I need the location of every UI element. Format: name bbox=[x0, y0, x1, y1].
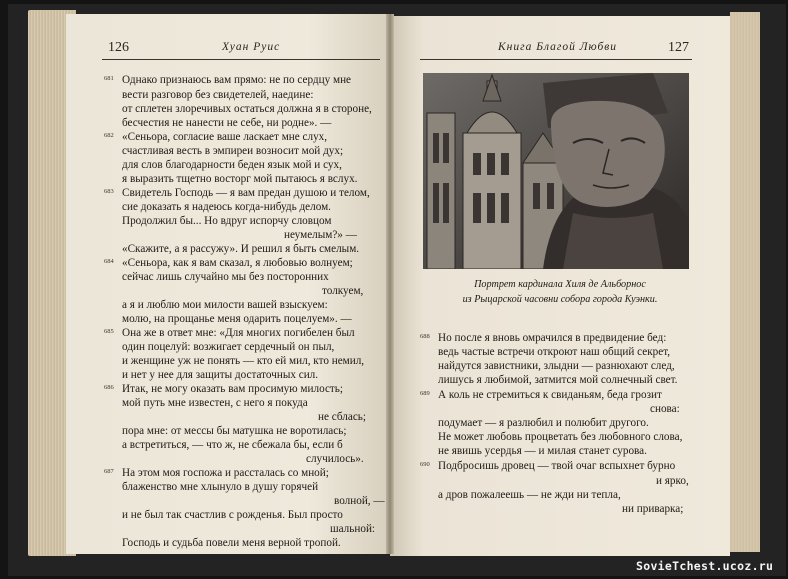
verse-line: подумает — я разлюбил и полюбит другого. bbox=[438, 417, 649, 429]
verse-line: «Сеньора, как я вам сказал, я любовью волнуем; bbox=[122, 257, 353, 269]
verse-line: я выразить тщетно восторг мой пытаюсь я вслух. bbox=[122, 173, 358, 185]
verse-line: не сблась; bbox=[318, 411, 366, 423]
verse-line: сие доказать я надеюсь когда-нибудь делом. bbox=[122, 201, 331, 213]
left-page-number: 126 bbox=[108, 40, 129, 55]
verse-line: счастливая весть в эмпиреи возносит мой дух; bbox=[122, 145, 344, 157]
book-gutter bbox=[386, 14, 394, 554]
right-running-title: Книга Благой Любви bbox=[498, 41, 618, 53]
verse-line: «Сеньора, согласие ваше ласкает мне слух, bbox=[122, 131, 328, 143]
verse-line: а я и люблю мои милости вашей взыскуем: bbox=[122, 299, 328, 311]
verse-line: шальной: bbox=[330, 523, 376, 535]
verse-number: 686 bbox=[104, 384, 114, 391]
verse-line: толкуем, bbox=[322, 285, 364, 297]
verse-line: для слов благодарности беден язык мой и сух, bbox=[122, 159, 342, 171]
verse-line: Подбросишь дровец — твой очаг вспыхнет бурно bbox=[438, 460, 676, 472]
verse-number: 688 bbox=[420, 333, 430, 340]
verse-number: 687 bbox=[104, 468, 114, 475]
verse-line: ведь частые встречи откроют наш общий секрет, bbox=[438, 346, 671, 358]
left-header-rule bbox=[102, 59, 380, 60]
right-header-rule bbox=[420, 59, 692, 60]
verse-line: и нет у нее для защиты достаточных сил. bbox=[122, 369, 319, 381]
verse-number: 683 bbox=[104, 188, 114, 195]
verse-line: а встретиться, — что ж, не сбежала бы, если б bbox=[122, 439, 343, 451]
verse-line: и не был так счастлив с рожденья. Был просто bbox=[122, 509, 343, 521]
left-running-title: Хуан Руис bbox=[222, 41, 281, 53]
verse-line: На этом моя госпожа и рассталась со мной; bbox=[122, 467, 329, 479]
verse-line: Но после я вновь омрачился в предвидение бед: bbox=[438, 332, 667, 344]
verse-line: сейчас лишь случайно мы без посторонних bbox=[122, 271, 329, 283]
verse-line: от сплетен злоречивых остаться должна я в стороне, bbox=[122, 103, 372, 115]
verse-line: Она же в ответ мне: «Для многих погибелен был bbox=[122, 327, 355, 339]
verse-line: а дров пожалеешь — не жди ни тепла, bbox=[438, 489, 621, 501]
verse-number: 682 bbox=[104, 132, 114, 139]
page-edges-right bbox=[730, 12, 760, 552]
verse-line: А коль не стремиться к свиданьям, беда грозит bbox=[438, 389, 662, 401]
verse-line: снова: bbox=[650, 403, 680, 415]
verse-line: неумелым?» — bbox=[284, 229, 357, 241]
verse-line: бесчестия не нанести не себе, ни родне». — bbox=[122, 117, 332, 129]
verse-line: не явишь усердья — и милая станет сурова. bbox=[438, 445, 647, 457]
verse-line: мой путь мне известен, с него я покуда bbox=[122, 397, 308, 409]
verse-line: Господь и судьба повели меня верной тропой. bbox=[122, 537, 341, 549]
verse-line: «Скажите, а я рассужу». И решил я быть смелым. bbox=[122, 243, 360, 255]
verse-line: молю, на прощанье меня одарить поцелуем». — bbox=[122, 313, 352, 325]
verse-line: вести разговор без свидетелей, наедине: bbox=[122, 89, 314, 101]
illustration-caption-line2: из Рыцарской часовни собора города Куэнки. bbox=[462, 294, 658, 305]
verse-number: 689 bbox=[420, 390, 430, 397]
verse-line: случилось». bbox=[306, 453, 364, 465]
verse-number: 690 bbox=[420, 461, 430, 468]
verse-line: блаженство мне хлынуло в душу горячей bbox=[122, 481, 319, 493]
verse-line: и ярко, bbox=[656, 475, 689, 487]
verse-line: лишусь я любимой, затмится мой солнечный свет. bbox=[438, 374, 678, 386]
illustration-caption-line1: Портрет кардинала Хиля де Альборнос bbox=[474, 279, 646, 290]
verse-line: Однако признаюсь вам прямо: не по сердцу мне bbox=[122, 74, 352, 86]
watermark: SovieTchest.ucoz.ru bbox=[636, 559, 774, 573]
verse-line: Итак, не могу оказать вам просимую милость; bbox=[122, 383, 344, 395]
verse-line: один поцелуй: возжигает сердечный он пыл, bbox=[122, 341, 335, 353]
verse-line: пора мне: от мессы бы матушка не воротилась; bbox=[122, 425, 347, 437]
verse-line: ни приварка; bbox=[622, 503, 684, 515]
verse-line: Продолжил бы... Но вдруг испорчу словцом bbox=[122, 215, 332, 227]
verse-line: волной, — bbox=[334, 495, 385, 507]
verse-line: и женщине уж не понять — кто ей мил, кто немил, bbox=[122, 355, 365, 367]
cardinal-portrait-illustration bbox=[423, 73, 689, 269]
right-page-number: 127 bbox=[668, 40, 689, 55]
verse-number: 685 bbox=[104, 328, 114, 335]
verse-line: найдутся завистники, злыдни — разнюхают след, bbox=[438, 360, 675, 372]
verse-number: 684 bbox=[104, 258, 114, 265]
verse-line: Не может любовь процветать без любовного слова, bbox=[438, 431, 683, 443]
verse-number: 681 bbox=[104, 75, 114, 82]
verse-line: Свидетель Господь — я вам предан душою и телом, bbox=[122, 187, 370, 199]
